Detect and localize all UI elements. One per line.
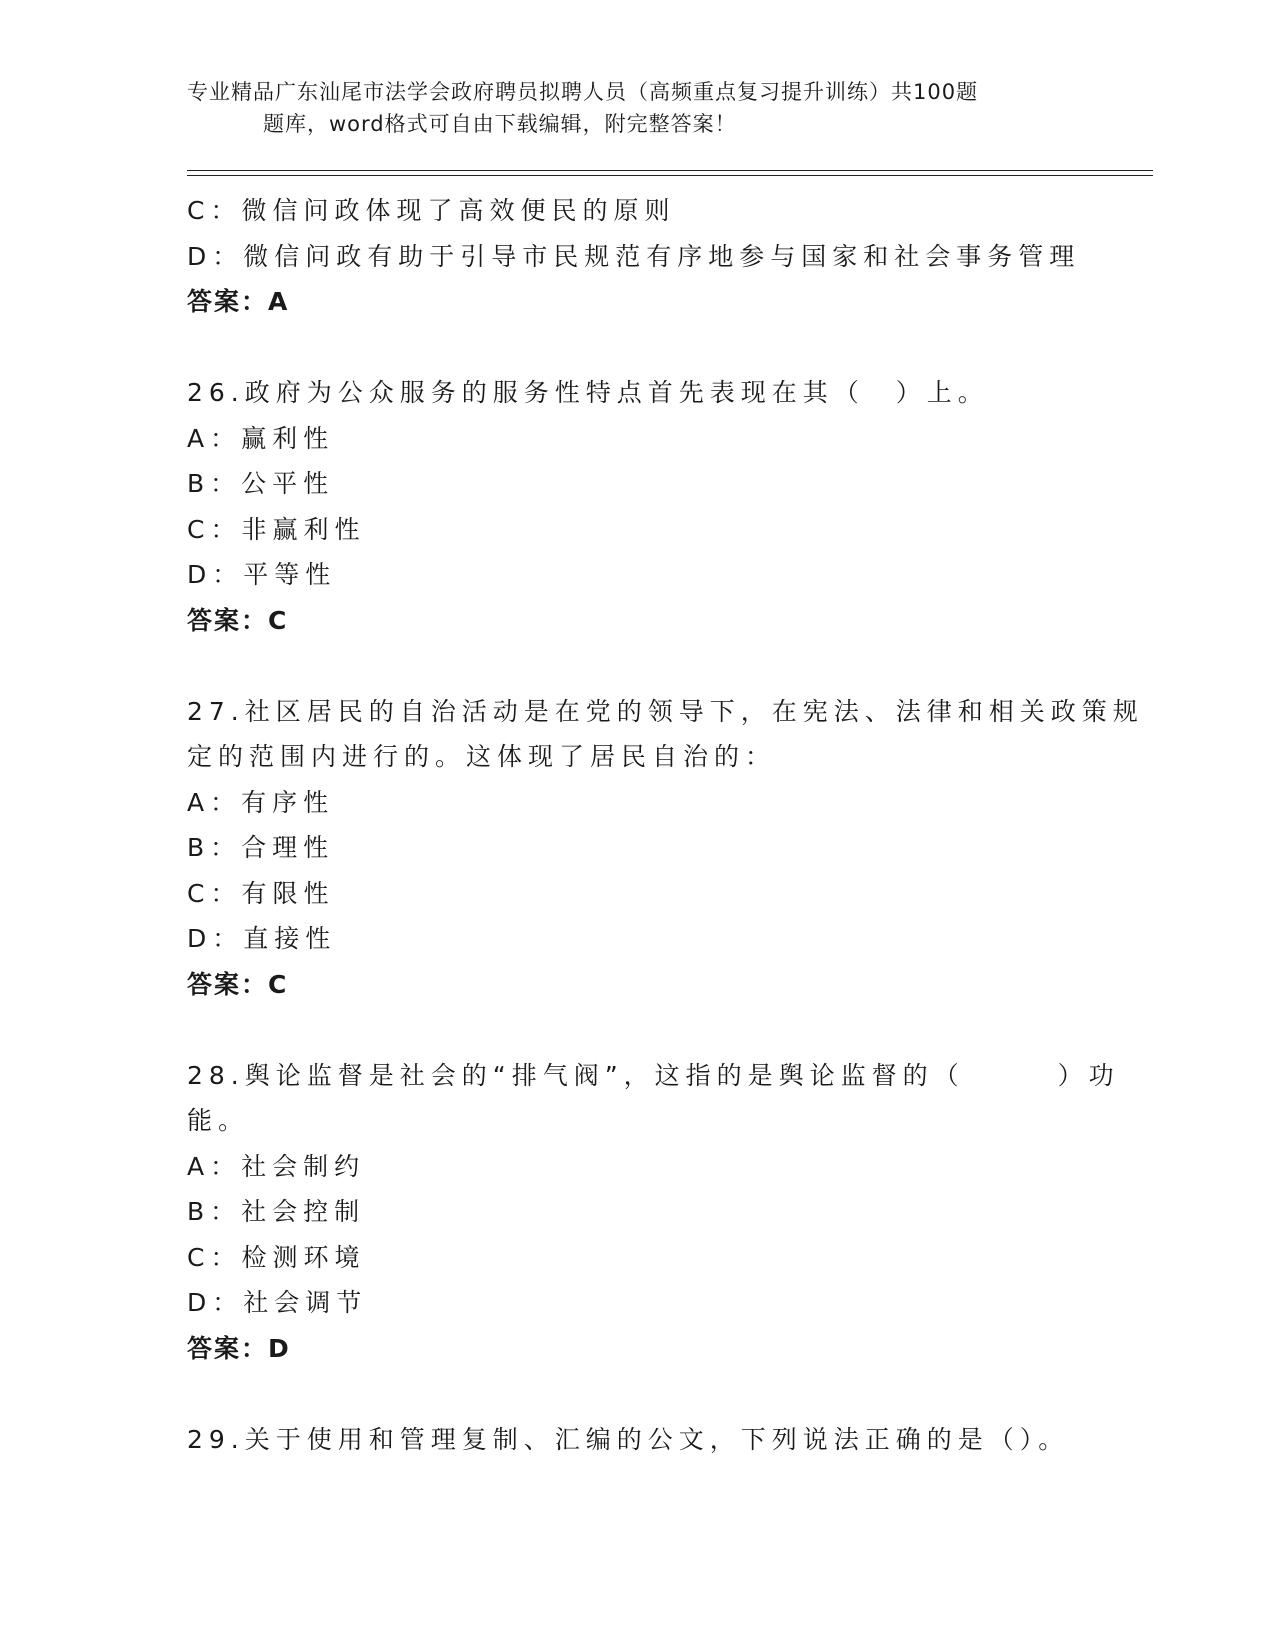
answer-line: 答案：D xyxy=(187,1333,291,1363)
question-27 xyxy=(187,689,1144,1008)
option-b: B：合理性 xyxy=(187,833,335,862)
question-stem: 28.舆论监督是社会的“排气阀”，这指的是舆论监督的（ ）功 xyxy=(187,1060,1120,1090)
option-d: D：社会调节 xyxy=(187,1288,368,1317)
header-divider-top xyxy=(187,170,1153,171)
previous-question-tail xyxy=(187,188,1087,325)
option-a: A：赢利性 xyxy=(187,423,335,453)
question-29 xyxy=(187,1417,1087,1463)
option-d: D：直接性 xyxy=(187,924,337,953)
option-c: C：有限性 xyxy=(187,878,335,908)
option-d: D：平等性 xyxy=(187,560,337,589)
option-c: C：微信问政体现了高效便民的原则 xyxy=(187,196,676,225)
option-c: C：检测环境 xyxy=(187,1242,366,1272)
question-26 xyxy=(187,370,1087,643)
question-28 xyxy=(187,1053,1120,1372)
option-b: B：公平性 xyxy=(187,469,335,498)
answer-line: 答案：C xyxy=(187,969,289,999)
question-stem: 29.关于使用和管理复制、汇编的公文，下列说法正确的是（）。 xyxy=(187,1424,1070,1454)
question-stem-continued: 定的范围内进行的。这体现了居民自治的： xyxy=(187,742,777,771)
document-body xyxy=(187,188,1144,1462)
question-stem: 26.政府为公众服务的服务性特点首先表现在其（ ）上。 xyxy=(187,378,989,407)
question-stem-continued: 能。 xyxy=(187,1106,250,1135)
option-d: D：微信问政有助于引导市民规范有序地参与国家和社会事务管理 xyxy=(187,241,1081,271)
header-divider-bottom xyxy=(187,175,1153,176)
page-header xyxy=(187,76,1087,140)
option-c: C：非赢利性 xyxy=(187,514,366,544)
option-b: B：社会控制 xyxy=(187,1197,366,1226)
answer-line: 答案：C xyxy=(187,605,289,635)
question-stem: 27.社区居民的自治活动是在党的领导下，在宪法、法律和相关政策规 xyxy=(187,696,1144,726)
answer-line: 答案：A xyxy=(187,287,290,316)
header-title-line1: 专业精品广东汕尾市法学会政府聘员拟聘人员（高频重点复习提升训练）共100题 xyxy=(187,80,979,104)
option-a: A：社会制约 xyxy=(187,1151,366,1181)
header-title-line2: 题库，word格式可自由下载编辑，附完整答案！ xyxy=(263,112,737,136)
option-a: A：有序性 xyxy=(187,787,335,817)
